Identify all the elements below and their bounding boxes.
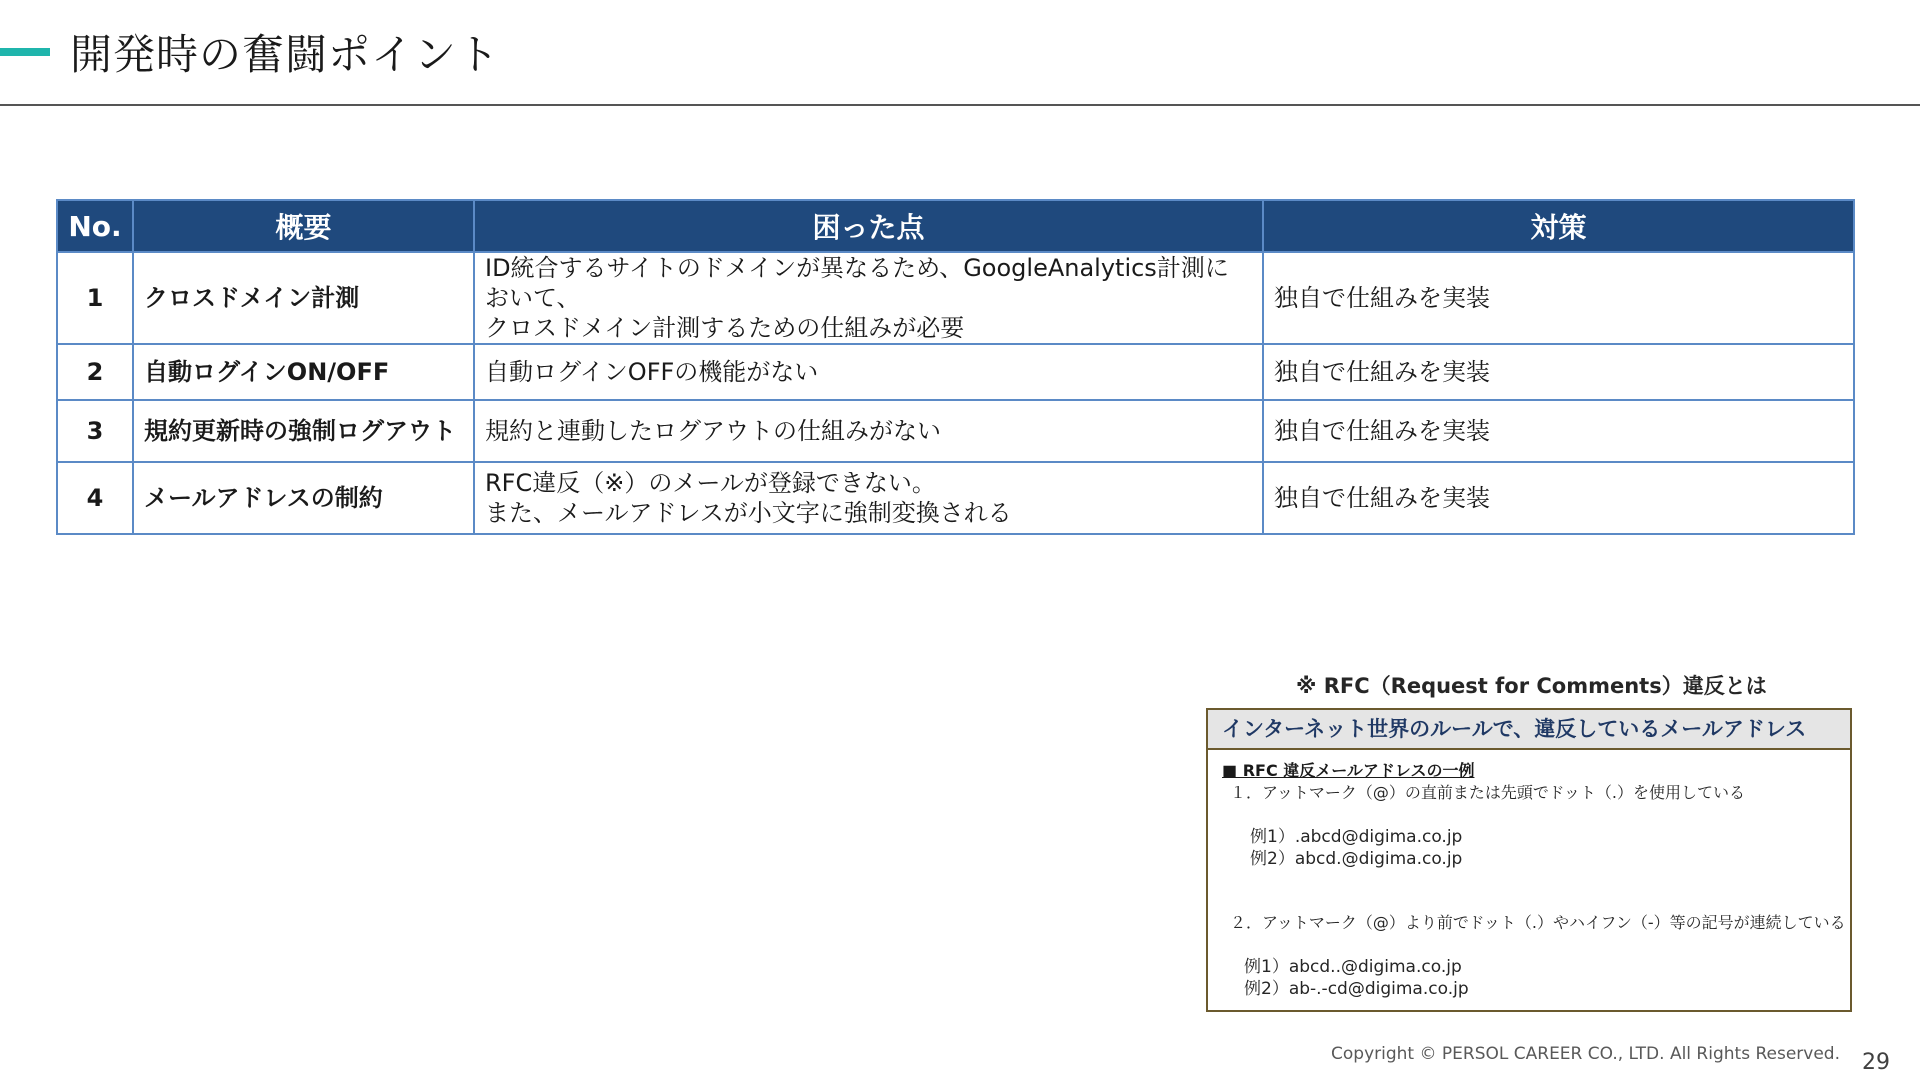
row-summary: 規約更新時の強制ログアウト	[133, 400, 474, 462]
row-measure: 独自で仕組みを実装	[1263, 252, 1854, 344]
header-summary: 概要	[133, 200, 474, 252]
row-no: 1	[57, 252, 133, 344]
title-accent-bar	[0, 48, 50, 56]
row-summary: クロスドメイン計測	[133, 252, 474, 344]
table-row	[57, 252, 1854, 344]
rfc-note-box-title: インターネット世界のルールで、違反しているメールアドレス	[1208, 710, 1850, 750]
rfc-item-2-example-2: 例2）ab-.-cd@digima.co.jp	[1244, 979, 1469, 999]
row-issue	[474, 400, 1263, 462]
page-number: 29	[1862, 1050, 1890, 1075]
header-measure: 対策	[1263, 200, 1854, 252]
row-measure: 独自で仕組みを実装	[1263, 344, 1854, 400]
issue-line: 規約と連動したログアウトの仕組みがない	[485, 417, 941, 445]
row-summary: メールアドレスの制約	[133, 462, 474, 534]
header-issue: 困った点	[474, 200, 1263, 252]
table-header-row	[57, 200, 1854, 252]
issue-line: 自動ログインOFFの機能がない	[485, 358, 819, 386]
header-no: No.	[57, 200, 133, 252]
row-issue	[474, 462, 1263, 534]
row-measure: 独自で仕組みを実装	[1263, 462, 1854, 534]
table-row	[57, 400, 1854, 462]
row-summary: 自動ログインON/OFF	[133, 344, 474, 400]
row-no: 2	[57, 344, 133, 400]
rfc-subtitle: ■ RFC 違反メールアドレスの一例	[1222, 761, 1475, 780]
rfc-item-2: ２．アットマーク（@）より前でドット（.）やハイフン（-）等の記号が連続している	[1230, 913, 1846, 932]
row-no: 4	[57, 462, 133, 534]
rfc-note-heading-text: ※ RFC（Request for Comments）違反とは	[1296, 674, 1767, 698]
issue-line: クロスドメイン計測するための仕組みが必要	[485, 314, 965, 342]
rfc-item-1: １．アットマーク（@）の直前または先頭でドット（.）を使用している	[1230, 783, 1746, 802]
issue-line: RFC違反（※）のメールが登録できない。	[485, 469, 936, 497]
row-issue	[474, 344, 1263, 400]
rfc-note-box	[1206, 708, 1852, 1012]
row-measure: 独自で仕組みを実装	[1263, 400, 1854, 462]
title-divider	[0, 104, 1920, 106]
row-no: 3	[57, 400, 133, 462]
rfc-item-1-example-2: 例2）abcd.@digima.co.jp	[1250, 849, 1463, 869]
row-issue	[474, 252, 1263, 344]
pain-points-table	[56, 199, 1855, 535]
page-title: 開発時の奮闘ポイント	[70, 30, 501, 79]
rfc-item-1-example-1: 例1）.abcd@digima.co.jp	[1250, 827, 1463, 847]
rfc-item-2-example-1: 例1）abcd..@digima.co.jp	[1244, 957, 1462, 977]
table-row	[57, 344, 1854, 400]
issue-line: ID統合するサイトのドメインが異なるため、GoogleAnalytics計測において、	[485, 254, 1229, 312]
table-row	[57, 462, 1854, 534]
issue-line: また、メールアドレスが小文字に強制変換される	[485, 499, 1012, 527]
copyright: Copyright © PERSOL CAREER CO., LTD. All Rights Reserved.	[1331, 1044, 1840, 1064]
